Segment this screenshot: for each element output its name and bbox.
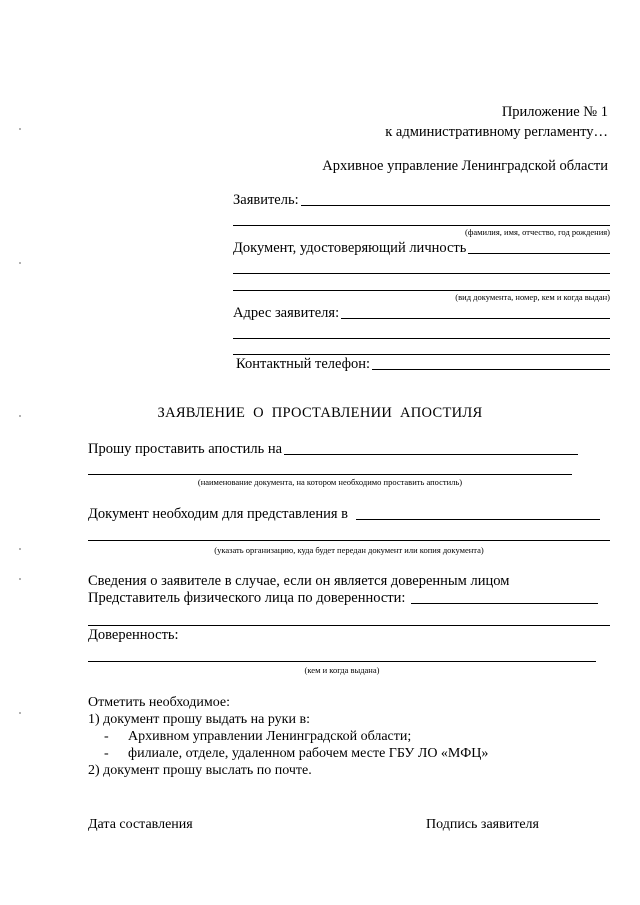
page-title: ЗАЯВЛЕНИЕ О ПРОСТАВЛЕНИИ АПОСТИЛЯ bbox=[157, 405, 483, 421]
margin-dot bbox=[19, 128, 21, 130]
option-1-bullet-mfc[interactable] bbox=[104, 746, 488, 762]
signature-label: Подпись заявителя bbox=[426, 817, 539, 832]
request-line[interactable] bbox=[284, 454, 578, 455]
date-label: Дата составления bbox=[88, 817, 193, 832]
phone-label: Контактный телефон: bbox=[236, 356, 371, 372]
poa-label: Доверенность: bbox=[88, 627, 179, 643]
applicant-line-2[interactable] bbox=[233, 225, 610, 226]
purpose-field[interactable] bbox=[88, 506, 600, 523]
bullet-marker: - bbox=[104, 729, 109, 744]
margin-dot bbox=[19, 262, 21, 264]
applicant-hint: (фамилия, имя, отчество, год рождения) bbox=[465, 227, 610, 237]
applicant-line[interactable] bbox=[301, 205, 610, 206]
address-line[interactable] bbox=[341, 318, 610, 319]
id-document-field[interactable] bbox=[233, 240, 610, 257]
phone-line[interactable] bbox=[372, 369, 610, 370]
bullet-archive-label: Архивном управлении Ленинградской области; bbox=[128, 729, 412, 744]
proxy-info: Сведения о заявителе в случае, если он является доверенным лицом bbox=[88, 573, 510, 589]
purpose-label: Документ необходим для представления в bbox=[88, 506, 349, 522]
regulation-label: к административному регламенту… bbox=[385, 124, 608, 140]
appendix-label: Приложение № 1 bbox=[501, 104, 608, 120]
proxy-rep-line-2[interactable] bbox=[88, 625, 610, 626]
bullet-marker: - bbox=[104, 746, 109, 761]
option-2[interactable]: 2) документ прошу выслать по почте. bbox=[88, 763, 312, 778]
purpose-line[interactable] bbox=[356, 519, 600, 520]
bullet-mfc-label: филиале, отделе, удаленном рабочем месте ГБУ ЛО «МФЦ» bbox=[128, 746, 489, 761]
proxy-rep-field[interactable] bbox=[88, 590, 598, 607]
applicant-field[interactable] bbox=[233, 192, 610, 209]
applicant-label: Заявитель: bbox=[233, 192, 299, 208]
address-line-3[interactable] bbox=[233, 354, 610, 355]
option-1[interactable]: 1) документ прошу выдать на руки в: bbox=[88, 712, 310, 727]
purpose-line-2[interactable] bbox=[88, 540, 610, 541]
margin-dot bbox=[19, 548, 21, 550]
purpose-hint: (указать организацию, куда будет передан документ или копия документа) bbox=[214, 545, 484, 555]
options-heading: Отметить необходимое: bbox=[88, 695, 231, 710]
id-document-line-3[interactable] bbox=[233, 290, 610, 291]
id-document-line[interactable] bbox=[468, 253, 610, 254]
proxy-rep-label: Представитель физического лица по доверенности: bbox=[88, 590, 406, 606]
request-label: Прошу проставить апостиль на bbox=[88, 441, 283, 457]
addressee: Архивное управление Ленинградской области bbox=[322, 158, 608, 174]
id-document-hint: (вид документа, номер, кем и когда выдан) bbox=[455, 292, 610, 302]
margin-dot bbox=[19, 712, 21, 714]
phone-field[interactable] bbox=[236, 356, 610, 373]
request-field[interactable] bbox=[88, 441, 578, 458]
address-field[interactable] bbox=[233, 305, 610, 322]
poa-hint: (кем и когда выдана) bbox=[304, 665, 380, 675]
poa-line[interactable] bbox=[88, 661, 596, 662]
request-line-2[interactable] bbox=[88, 474, 572, 475]
option-1-bullet-archive[interactable] bbox=[104, 729, 411, 745]
id-document-label: Документ, удостоверяющий личность bbox=[233, 240, 467, 256]
address-line-2[interactable] bbox=[233, 338, 610, 339]
margin-dot bbox=[19, 578, 21, 580]
proxy-rep-line[interactable] bbox=[411, 603, 598, 604]
address-label: Адрес заявителя: bbox=[233, 305, 340, 321]
id-document-line-2[interactable] bbox=[233, 273, 610, 274]
request-hint: (наименование документа, на котором необходимо проставить апостиль) bbox=[197, 477, 463, 487]
